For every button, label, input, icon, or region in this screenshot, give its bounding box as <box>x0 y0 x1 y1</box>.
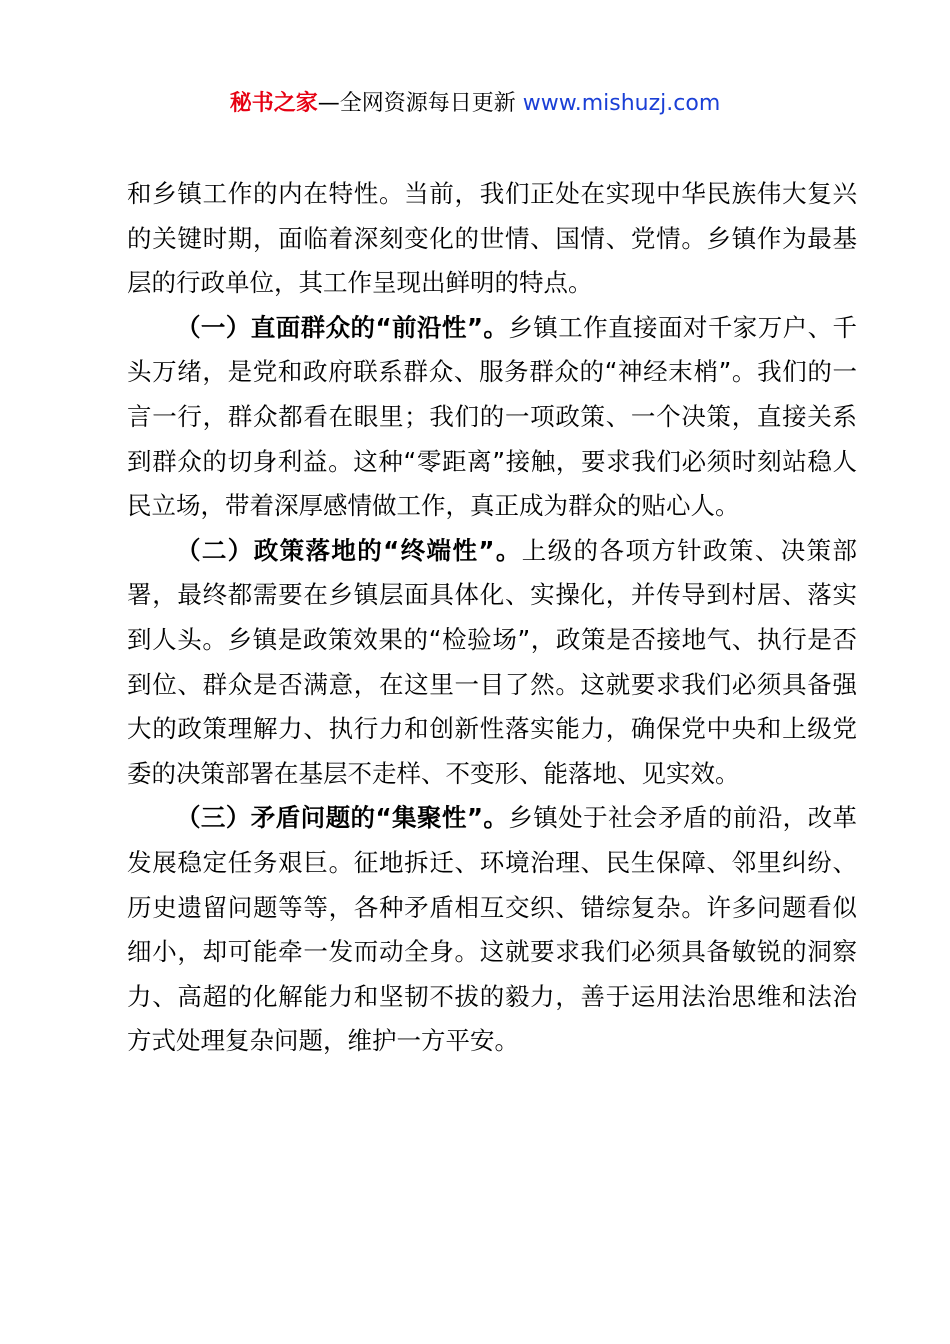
site-header-banner <box>0 88 950 120</box>
header-slogan: —全网资源每日更新 <box>317 91 523 116</box>
site-url-link[interactable]: www.mishuzj.com <box>522 91 721 116</box>
section-body: 乡镇工作直接面对千家万户、千头万绪，是党和政府联系群众、服务群众的“神经末梢”。我们的一言一行，群众都看在眼里；我们的一项政策、一个决策，直接关系到群众的切身利益。这种“零距离”接触，要求我们必须时刻站稳人民立场，带着深厚感情做工作，真正成为群众的贴心人。 <box>127 312 858 521</box>
section-heading: （三）矛盾问题的“集聚性”。 <box>176 803 509 833</box>
section-heading: （二）政策落地的“终端性”。 <box>176 535 522 565</box>
section-heading: （一）直面群众的“前沿性”。 <box>176 312 509 342</box>
section-body: 乡镇处于社会矛盾的前沿，改革发展稳定任务艰巨。征地拆迁、环境治理、民生保障、邻里纠纷、历史遗留问题等等，各种矛盾相互交织、错综复杂。许多问题看似细小，却可能牵一发而动全身。这就要求我们必须具备敏锐的洞察力、高超的化解能力和坚韧不拔的毅力，善于运用法治思维和法治方式处理复杂问题，维护一方平安。 <box>127 803 858 1056</box>
section-body: 上级的各项方针政策、决策部署，最终都需要在乡镇层面具体化、实操化，并传导到村居、落实到人头。乡镇是政策效果的“检验场”，政策是否接地气、执行是否到位、群众是否满意，在这里一目了然。这就要求我们必须具备强大的政策理解力、执行力和创新性落实能力，确保党中央和上级党委的决策部署在基层不走样、不变形、能落地、见实效。 <box>127 535 858 788</box>
section-paragraph <box>127 529 857 797</box>
section-paragraph <box>127 306 857 529</box>
brand-name: 秘书之家 <box>229 91 318 116</box>
section-paragraph <box>127 796 857 1064</box>
intro-paragraph: 和乡镇工作的内在特性。当前，我们正处在实现中华民族伟大复兴的关键时期，面临着深刻变化的世情、国情、党情。乡镇作为最基层的行政单位，其工作呈现出鲜明的特点。 <box>127 179 857 298</box>
document-body <box>127 172 857 1064</box>
